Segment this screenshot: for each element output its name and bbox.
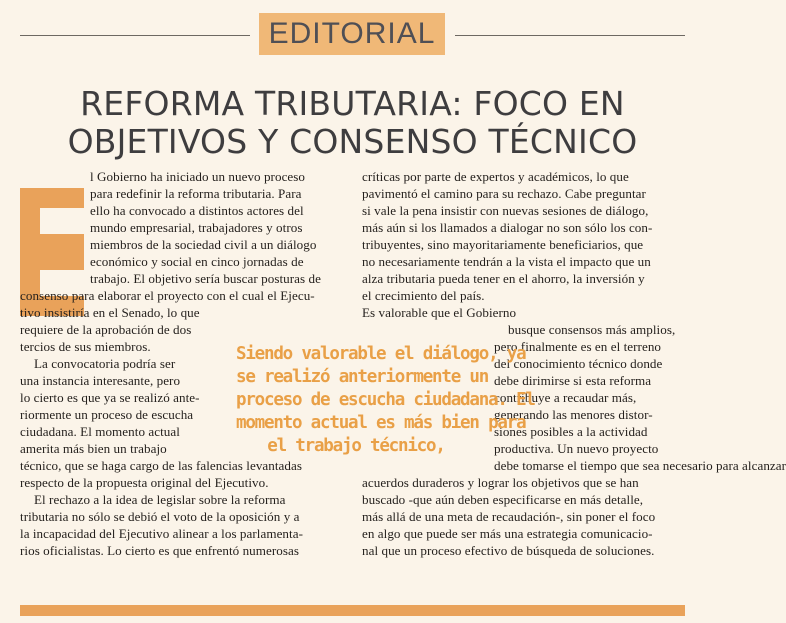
pull-quote-line: momento actual es más bien para <box>236 413 526 433</box>
article-text-line: más allá de una meta de recaudación-, sin poner el foco <box>362 509 656 524</box>
section-label: EDITORIAL <box>259 13 445 55</box>
article-text-line: ello ha convocado a distintos actores del <box>90 203 304 218</box>
article-text-line: técnico, que se haga cargo de las falencias levantadas <box>20 458 303 473</box>
article-text-line: tercios de sus miembros. <box>20 339 151 354</box>
article-text-line: para redefinir la reforma tributaria. Para <box>90 186 302 201</box>
article-text-line: la incapacidad del Ejecutivo alinear a los parlamenta- <box>20 526 303 541</box>
article-text-line: el crecimiento del país. <box>362 288 485 303</box>
article-text-line: consenso para elaborar el proyecto con el cual el Ejecu- <box>20 288 315 303</box>
pull-quote-line: el trabajo técnico, <box>267 436 445 456</box>
article-text-line: acuerdos duraderos y lograr los objetivos que se han <box>362 475 639 490</box>
article-text-line: Es valorable que el Gobierno <box>362 305 517 320</box>
pull-quote-line: se realizó anteriormente un <box>236 367 489 387</box>
article-text-line: busque consensos más amplios, <box>508 322 676 337</box>
article-text-line: rios oficialistas. Lo cierto es que enfrentó numerosas <box>20 543 300 558</box>
article-text-line: ciudadana. El momento actual <box>20 424 180 439</box>
article-text-line: en algo que puede ser más una estrategia comunicacio- <box>362 526 653 541</box>
article-text-line: siones posibles a la actividad <box>494 424 648 439</box>
article-text-line: l Gobierno ha iniciado un nuevo proceso <box>90 169 306 184</box>
article-text-line: alza tributaria pueda tener en el ahorro, la inversión y <box>362 271 645 286</box>
article-text-line: riormente un proceso de escucha <box>20 407 194 422</box>
article-text-line: productiva. Un nuevo proyecto <box>494 441 659 456</box>
header-rule-left <box>20 35 250 36</box>
article-text-line: El rechazo a la idea de legislar sobre la reforma <box>34 492 286 507</box>
article-text-line: tivo insistiría en el Senado, lo que <box>20 305 200 320</box>
article-text-line: mundo empresarial, trabajadores y otros <box>90 220 303 235</box>
article-text-line: críticas por parte de expertos y académicos, lo que <box>362 169 629 184</box>
article-text-line: nal que un proceso efectivo de búsqueda de soluciones. <box>362 543 655 558</box>
article-text-line: amerita más bien un trabajo <box>20 441 167 456</box>
article-text-line: generando las menores distor- <box>494 407 653 422</box>
article-text-line: debe tomarse el tiempo que sea necesario para alcanzar <box>494 458 786 473</box>
article-text-line: más aún si los llamados a dialogar no son sólo los con- <box>362 220 653 235</box>
article-text-line: tributaria no sólo se debió el voto de la oposición y a <box>20 509 300 524</box>
article-text-line: miembros de la sociedad civil a un diálogo <box>90 237 317 252</box>
article-text-line: lo cierto es que ya se realizó ante- <box>20 390 200 405</box>
article-text-line: del conocimiento técnico donde <box>494 356 663 371</box>
article-text-line: no necesariamente tendrán a la vista el impacto que un <box>362 254 651 269</box>
article-text-line: pero finalmente es en el terreno <box>494 339 662 354</box>
footer-bar <box>20 605 685 616</box>
pull-quote-line: proceso de escucha ciudadana. El <box>236 390 535 410</box>
article-text-line: buscado -que aún deben especificarse en más detalle, <box>362 492 644 507</box>
article-text-line: pavimentó el camino para su rechazo. Cabe preguntar <box>362 186 646 201</box>
article-text-line: debe dirimirse si esta reforma <box>494 373 652 388</box>
pull-quote <box>236 343 535 458</box>
article-text-line: contribuye a recaudar más, <box>494 390 637 405</box>
headline: REFORMA TRIBUTARIA: FOCO EN OBJETIVOS Y CONSENSO TÉCNICO <box>67 84 638 161</box>
article-text-line: respecto de la propuesta original del Ejecutivo. <box>20 475 269 490</box>
article-text-line: La convocatoria podría ser <box>34 356 176 371</box>
pull-quote-line: Siendo valorable el diálogo, ya <box>236 344 526 364</box>
article-text-line: tribuyentes, sino mayoritariamente beneficiarios, que <box>362 237 644 252</box>
article-text-line: si vale la pena insistir con nuevas sesiones de diálogo, <box>362 203 649 218</box>
header-rule-right <box>455 35 685 36</box>
article-text-line: trabajo. El objetivo sería buscar posturas de <box>90 271 321 286</box>
article-text-line: económico y social en cinco jornadas de <box>90 254 304 269</box>
article-text-line: requiere de la aprobación de dos <box>20 322 192 337</box>
article-text-line: una instancia interesante, pero <box>20 373 181 388</box>
